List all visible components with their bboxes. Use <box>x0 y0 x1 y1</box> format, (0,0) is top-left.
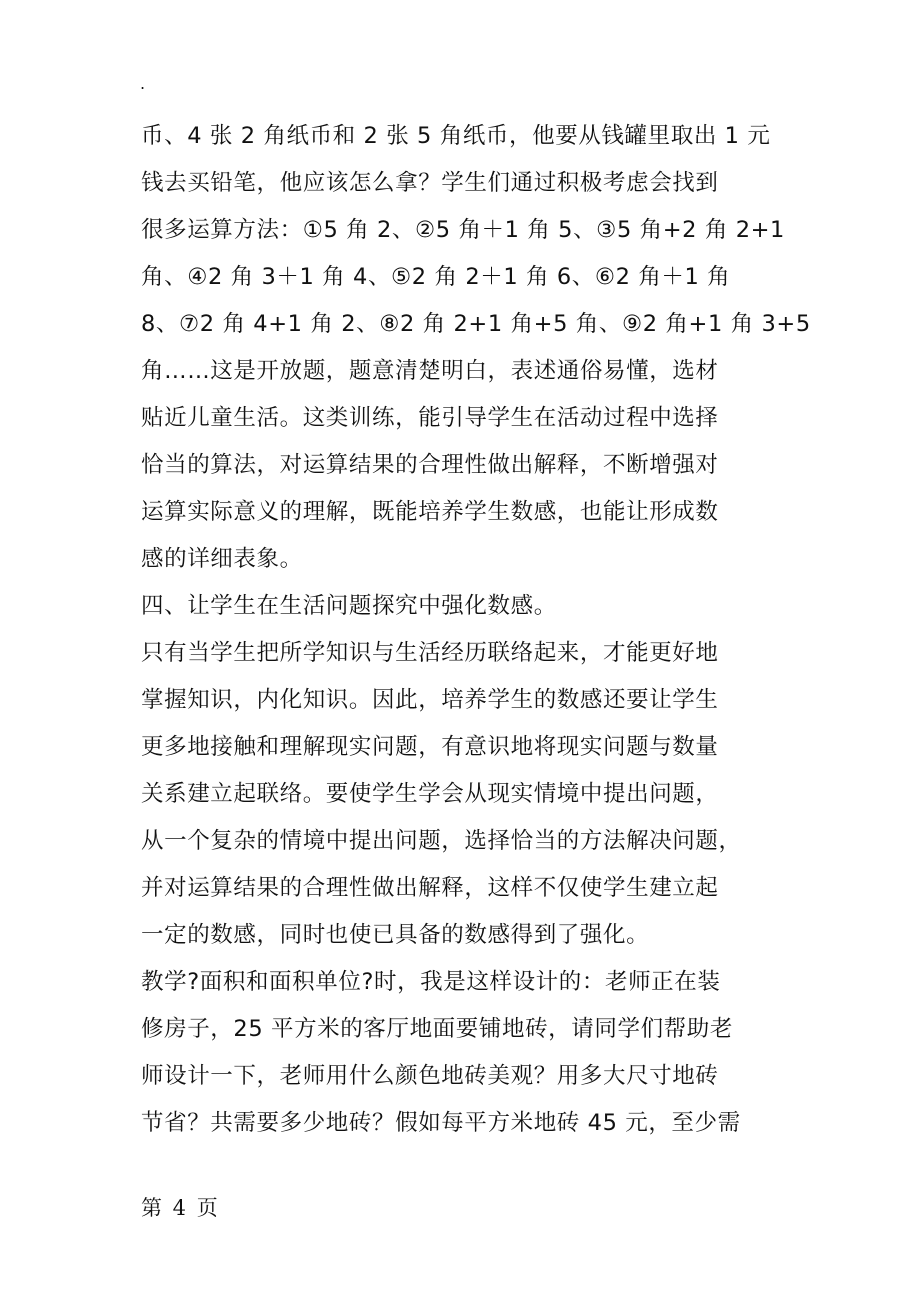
text-line: 币、4 张 2 角纸币和 2 张 5 角纸币，他要从钱罐里取出 1 元 <box>141 123 771 149</box>
text-line: 从一个复杂的情境中提出问题，选择恰当的方法解决问题， <box>141 828 742 854</box>
section-heading: 四、让学生在生活问题探究中强化数感。 <box>141 593 557 619</box>
text-line: 关系建立起联络。要使学生学会从现实情境中提出问题， <box>141 781 719 807</box>
text-line: 教学?面积和面积单位?时，我是这样设计的：老师正在装 <box>141 969 721 995</box>
text-line: 运算实际意义的理解，既能培养学生数感，也能让形成数 <box>141 499 719 525</box>
page-marker-dot: . <box>140 74 146 93</box>
text-line: 师设计一下，老师用什么颜色地砖美观？用多大尺寸地砖 <box>141 1063 719 1089</box>
text-line: 并对运算结果的合理性做出解释，这样不仅使学生建立起 <box>141 875 719 901</box>
text-line: 角……这是开放题，题意清楚明白，表述通俗易懂，选材 <box>141 358 719 384</box>
text-line: 钱去买铅笔，他应该怎么拿？学生们通过积极考虑会找到 <box>141 170 719 196</box>
text-line: 贴近儿童生活。这类训练，能引导学生在活动过程中选择 <box>141 405 719 431</box>
text-line: 一定的数感，同时也使已具备的数感得到了强化。 <box>141 922 650 948</box>
text-line: 更多地接触和理解现实问题，有意识地将现实问题与数量 <box>141 734 719 760</box>
text-line: 只有当学生把所学知识与生活经历联络起来，才能更好地 <box>141 640 719 666</box>
text-line: 感的详细表象。 <box>141 546 303 572</box>
text-line: 节省？共需要多少地砖？假如每平方米地砖 45 元，至少需 <box>141 1110 741 1136</box>
text-line: 角、④2 角 3＋1 角 4、⑤2 角 2＋1 角 6、⑥2 角＋1 角 <box>141 264 731 290</box>
text-line: 很多运算方法：①5 角 2、②5 角＋1 角 5、③5 角+2 角 2+1 <box>141 217 785 243</box>
text-line: 修房子，25 平方米的客厅地面要铺地砖，请同学们帮助老 <box>141 1016 733 1042</box>
text-line: 8、⑦2 角 4+1 角 2、⑧2 角 2+1 角+5 角、⑨2 角+1 角 3+5 <box>141 311 811 337</box>
text-line: 恰当的算法，对运算结果的合理性做出解释，不断增强对 <box>141 452 719 478</box>
text-line: 掌握知识，内化知识。因此，培养学生的数感还要让学生 <box>141 687 719 713</box>
page-number-footer: 第 4 页 <box>141 1196 218 1220</box>
